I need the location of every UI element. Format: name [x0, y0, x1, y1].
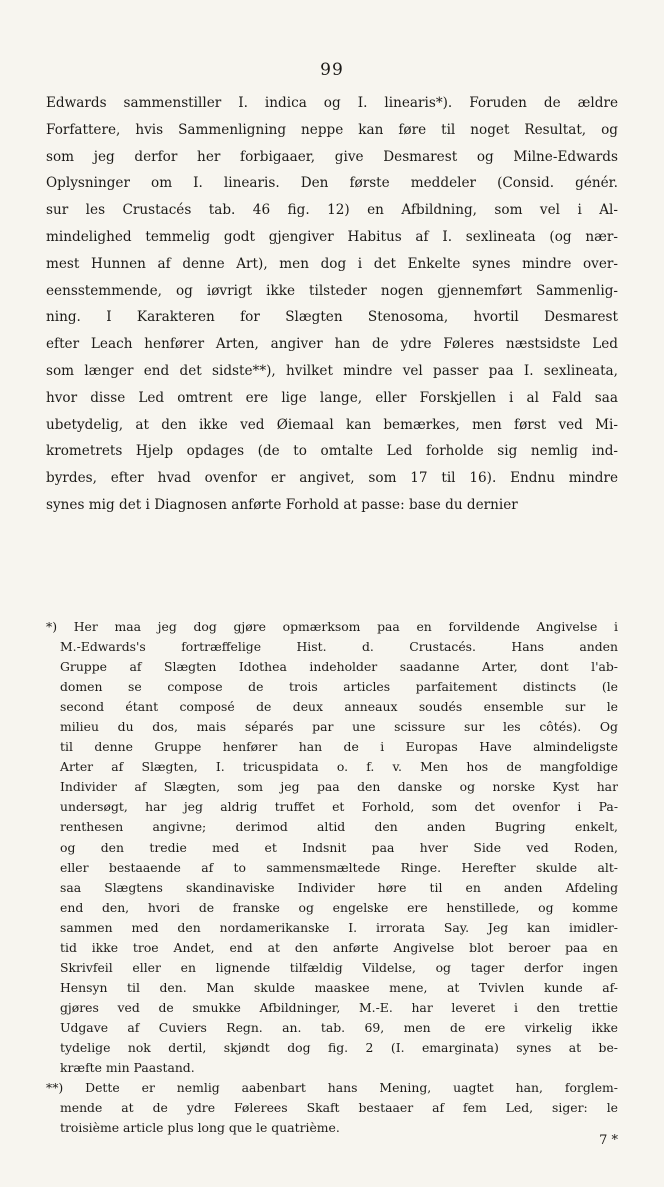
text-line: Oplysninger om I. linearis. Den første meddeler (Consid. génér.	[46, 175, 618, 192]
text-line: som længer end det sidste**), hvilket mindre vel passer paa I. sexlineata,	[46, 362, 618, 379]
footnote-line: **) Dette er nemlig aabenbart hans Mening, uagtet han, forglem-	[46, 1080, 618, 1096]
footnote-line: til denne Gruppe henfører han de i Europas Have almindeligste	[60, 739, 618, 755]
signature-mark: 7 *	[599, 1133, 618, 1148]
footnote-line: *) Her maa jeg dog gjøre opmærksom paa en forvildende Angivelse i	[46, 619, 618, 634]
text-line: krometrets Hjelp opdages (de to omtalte Led forholde sig nemlig ind-	[46, 443, 618, 460]
text-line: eensstemmende, og iøvrigt ikke tilsteder nogen gjennemført Sammenlig-	[46, 282, 618, 299]
footnote-line: troisième article plus long que le quatrième.	[60, 1120, 340, 1136]
footnote-line: Hensyn til den. Man skulde maaskee mene, at Tvivlen kunde af-	[60, 979, 618, 995]
footnote-line: saa Slægtens skandinaviske Individer høre til en anden Afdeling	[60, 879, 618, 895]
text-line: mindelighed temmelig godt gjengiver Habitus af I. sexlineata (og nær-	[46, 228, 618, 245]
footnote-line: gjøres ved de smukke Afbildninger, M.-E. har leveret i den trettie	[60, 999, 618, 1015]
text-line: Edwards sammenstiller I. indica og I. linearis*). Foruden de ældre	[46, 95, 618, 111]
footnote-line: second étant composé de deux anneaux soudés ensemble sur le	[60, 699, 618, 715]
text-line: mest Hunnen af denne Art), men dog i det Enkelte synes mindre over-	[46, 255, 618, 272]
footnote-line: Arter af Slægten, I. tricuspidata o. f. v. Men hos de mangfoldige	[60, 759, 618, 775]
text-line: synes mig det i Diagnosen anførte Forhold at passe: base du dernier	[46, 496, 518, 513]
footnote-line: Individer af Slægten, som jeg paa den danske og norske Kyst har	[60, 779, 618, 795]
footnote-line: tid ikke troe Andet, end at den anførte Angivelse blot beroer paa en	[60, 939, 618, 955]
text-line: hvor disse Led omtrent ere lige lange, eller Forskjellen i al Fald saa	[46, 389, 618, 406]
text-line: byrdes, efter hvad ovenfor er angivet, som 17 til 16). Endnu mindre	[46, 470, 618, 487]
footnote-line: og den tredie med et Indsnit paa hver Side ved Roden,	[60, 839, 618, 855]
footnote-line: tydelige nok dertil, skjøndt dog fig. 2 (I. emarginata) synes at be-	[60, 1039, 618, 1055]
text-line: sur les Crustacés tab. 46 fig. 12) en Afbildning, som vel i Al-	[46, 202, 618, 219]
footnote-line: mende at de ydre Følerees Skaft bestaaer af fem Led, siger: le	[60, 1100, 618, 1116]
footnote-line: sammen med den nordamerikanske I. irrorata Say. Jeg kan imidler-	[60, 919, 618, 935]
text-line: Forfattere, hvis Sammenligning neppe kan føre til noget Resultat, og	[46, 121, 618, 138]
footnote-line: domen se compose de trois articles parfaitement distincts (le	[60, 679, 618, 695]
text-line: ubetydelig, at den ikke ved Øiemaal kan bemærkes, men først ved Mi-	[46, 416, 618, 433]
main-text-block	[46, 90, 618, 519]
text-line: efter Leach henfører Arten, angiver han de ydre Føleres næstsidste Led	[46, 336, 618, 353]
footnote-line: Skrivfeil eller en lignende tilfældig Vildelse, og tager derfor ingen	[60, 959, 618, 975]
footnote-line: renthesen angivne; derimod altid den anden Bugring enkelt,	[60, 819, 618, 835]
footnote-line: Udgave af Cuviers Regn. an. tab. 69, men de ere virkelig ikke	[60, 1019, 618, 1035]
footnote-2	[46, 1078, 618, 1138]
footnote-line: undersøgt, har jeg aldrig truffet et Forhold, som det ovenfor i Pa-	[60, 799, 618, 815]
footnote-line: eller bestaaende af to sammensmæltede Ringe. Herefter skulde alt-	[60, 859, 618, 875]
footnotes	[46, 617, 618, 1138]
footnote-line: end den, hvori de franske og engelske ere henstillede, og komme	[60, 899, 618, 915]
footnote-line: Gruppe af Slægten Idothea indeholder saadanne Arter, dont l'ab-	[60, 659, 618, 675]
page-number: 99	[320, 60, 344, 80]
footnote-line: milieu du dos, mais séparés par une scissure sur les côtés). Og	[60, 719, 618, 735]
footnote-line: M.-Edwards's fortræffelige Hist. d. Crustacés. Hans anden	[60, 639, 618, 655]
footnote-line: kræfte min Paastand.	[60, 1060, 195, 1076]
text-line: som jeg derfor her forbigaaer, give Desmarest og Milne-Edwards	[46, 148, 618, 165]
text-line: ning. I Karakteren for Slægten Stenosoma, hvortil Desmarest	[46, 309, 618, 326]
footnote-1	[46, 617, 618, 1078]
